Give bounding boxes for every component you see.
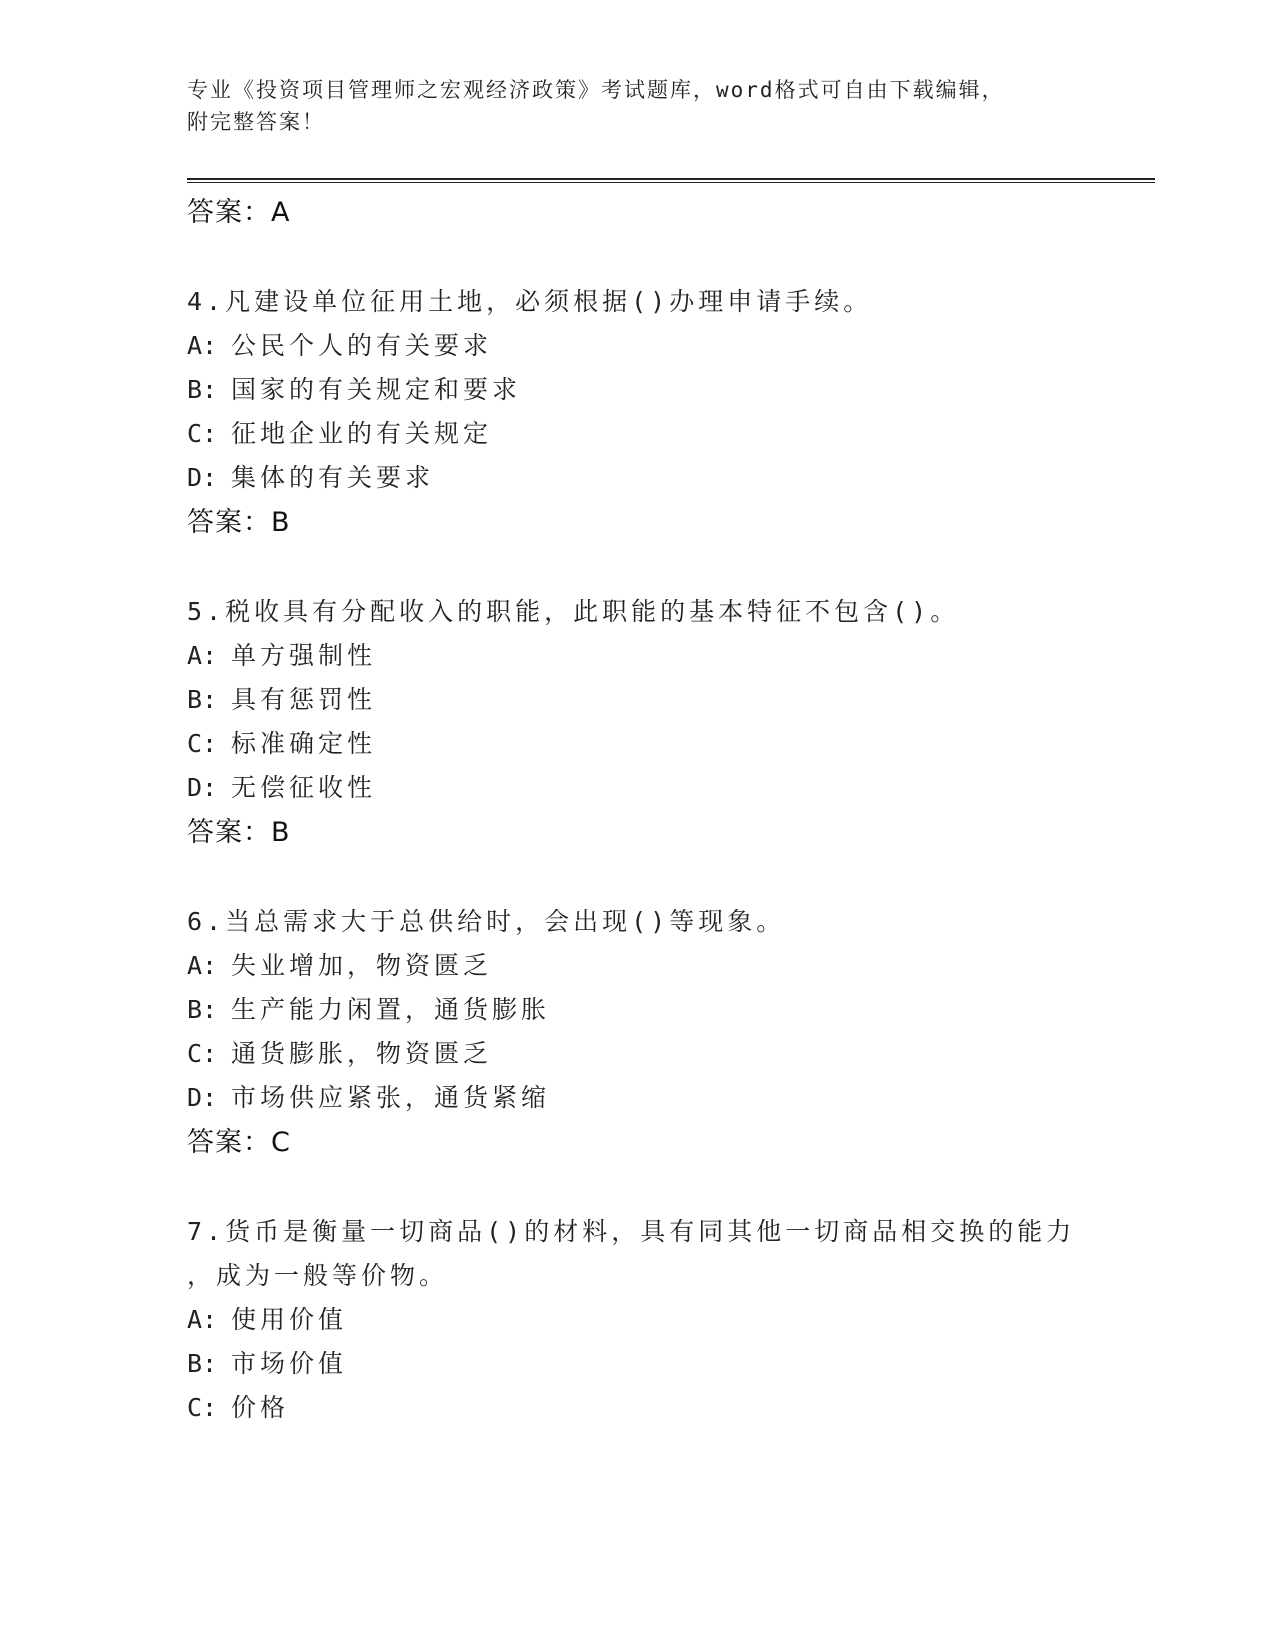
option-text: 市场供应紧张，通货紧缩 [231,1083,551,1112]
option-text: 集体的有关要求 [231,463,435,492]
option-b [187,370,521,406]
answer-line: 答案：C [187,1127,291,1158]
option-b [187,1344,347,1380]
option-text: 标准确定性 [231,729,377,758]
document-header [187,74,1067,138]
option-letter: C: [187,419,218,448]
option-d [187,1078,550,1114]
option-c [187,724,376,760]
option-letter: D: [187,463,218,492]
option-letter: D: [187,773,218,802]
header-divider [187,178,1155,184]
option-letter: D: [187,1083,218,1112]
option-letter: A: [187,641,218,670]
option-letter: A: [187,951,218,980]
question-stem: 7.货币是衡量一切商品()的材料，具有同其他一切商品相交换的能力 [187,1217,1076,1246]
answer-line: 答案：B [187,817,291,848]
option-text: 无偿征收性 [231,773,377,802]
option-text: 征地企业的有关规定 [231,419,493,448]
option-a [187,636,376,672]
option-b [187,680,376,716]
option-letter: C: [187,1393,218,1422]
option-letter: A: [187,1305,218,1334]
header-line-2: 附完整答案！ [187,110,325,134]
option-text: 价格 [231,1393,290,1422]
question-stem-continued: ，成为一般等价物。 [187,1261,449,1290]
option-a [187,946,492,982]
option-text: 公民个人的有关要求 [231,331,493,360]
option-text: 生产能力闲置，通货膨胀 [231,995,551,1024]
answer-line: 答案：B [187,507,291,538]
option-text: 市场价值 [231,1349,348,1378]
option-letter: C: [187,729,218,758]
option-text: 失业增加，物资匮乏 [231,951,493,980]
option-text: 通货膨胀，物资匮乏 [231,1039,493,1068]
option-letter: B: [187,685,218,714]
option-b [187,990,550,1026]
option-a [187,1300,347,1336]
divider-thick-line [187,178,1155,180]
option-letter: A: [187,331,218,360]
divider-thin-line [187,182,1155,183]
option-c [187,1388,289,1424]
question-stem: 4.凡建设单位征用土地，必须根据()办理申请手续。 [187,287,873,316]
option-text: 具有惩罚性 [231,685,377,714]
option-text: 国家的有关规定和要求 [231,375,522,404]
answer-line: 答案：A [187,197,291,228]
option-letter: B: [187,1349,218,1378]
question-stem: 5.税收具有分配收入的职能，此职能的基本特征不包含()。 [187,597,960,626]
option-c [187,1034,492,1070]
option-letter: B: [187,995,218,1024]
question-stem: 6.当总需求大于总供给时，会出现()等现象。 [187,907,786,936]
option-d [187,458,434,494]
option-d [187,768,376,804]
option-text: 使用价值 [231,1305,348,1334]
option-letter: C: [187,1039,218,1068]
header-line-1: 专业《投资项目管理师之宏观经济政策》考试题库，word格式可自由下载编辑， [187,78,1005,102]
option-c [187,414,492,450]
option-letter: B: [187,375,218,404]
option-text: 单方强制性 [231,641,377,670]
option-a [187,326,492,362]
